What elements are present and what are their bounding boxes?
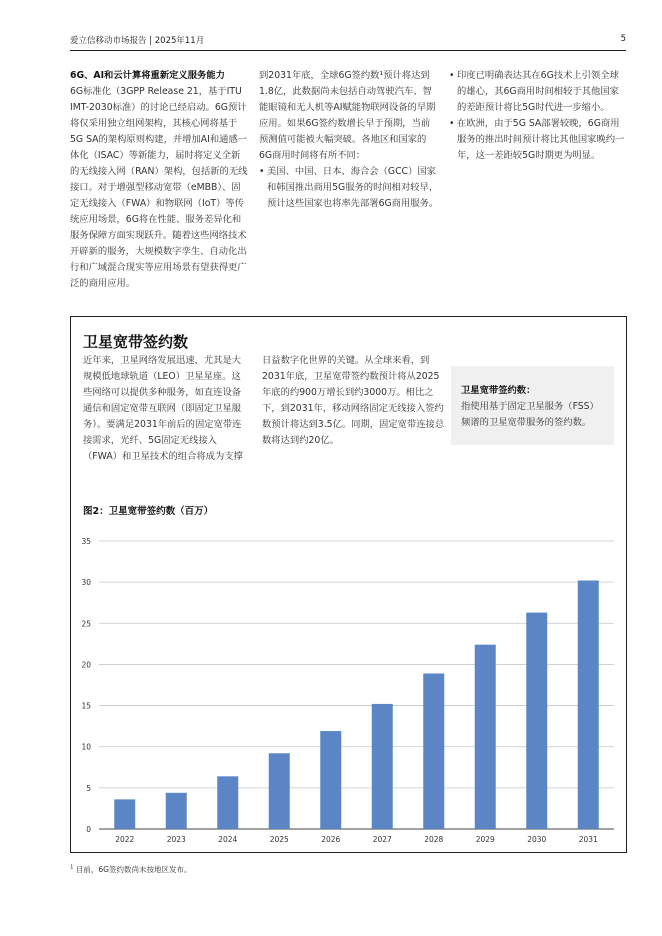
text-column-3	[449, 68, 627, 164]
x-tick-label: 2031	[578, 835, 598, 844]
definition-title: 卫星宽带签约数：	[461, 385, 536, 396]
footnote-marker: 1	[70, 864, 74, 871]
y-tick-label: 0	[86, 825, 91, 834]
header-divider	[70, 50, 626, 51]
x-tick-label: 2025	[269, 835, 289, 844]
y-tick-label: 35	[81, 537, 91, 546]
section-paragraph: 6G标准化（3GPP Release 21，基于ITU IMT-2030标准）的讨论已经启动。6G预计将仅采用独立组网架构，其核心网将基于5G SA的架构原则构建，并增加AI和通感一体化（ISAC）等新能力，届时将定义全新的无线接入网（RAN）架构，包括新的无线接口。对于增强型移动宽带（eMBB）、固定无线接入（FWA）和物联网（IoT）等传统应用场景，6G将在性能、服务差异化和服务保障方面实现跃升。随着这些网络技术开辟新的服务，大规模数字孪生、自动化出行和广域混合现实等应用场景有望获得更广泛的商用应用。	[70, 86, 248, 289]
bar-2023	[166, 793, 187, 829]
y-tick-label: 10	[81, 742, 91, 752]
bar-2031	[578, 580, 599, 829]
bullet-item: • 美国、中国、日本、海合会（GCC）国家和韩国推出商用5G服务的时间相对较早，预计这些国家也将率先部署6G商用服务。	[259, 164, 439, 212]
page-header	[70, 34, 626, 48]
bar-2024	[217, 776, 238, 829]
footnote-text: 目前，6G签约数尚未按地区发布。	[75, 865, 192, 874]
x-tick-label: 2026	[321, 835, 341, 844]
x-tick-label: 2022	[115, 835, 135, 844]
definition-box	[451, 366, 614, 445]
bar-2027	[372, 704, 393, 829]
bar-2030	[526, 613, 547, 829]
y-tick-label: 20	[81, 660, 91, 670]
y-tick-label: 30	[81, 578, 91, 588]
satellite-broadband-box	[70, 316, 627, 853]
bar-2029	[475, 645, 496, 829]
text-column-1	[70, 68, 248, 292]
box-paragraph-2: 日益数字化世界的关键。从全球来看，到2031年底，卫星宽带签约数预计将从2025年底的约900万增长到约3000万。相比之下，到2031年，移动网络固定无线接入签约数预计将达到3.5亿。同期，固定宽带连接总数将达到约20亿。	[262, 355, 445, 446]
text-column-2	[259, 68, 439, 212]
bar-2025	[269, 753, 290, 829]
bar-2028	[423, 673, 444, 829]
section-heading: 6G、AI和云计算将重新定义服务能力	[70, 70, 225, 81]
forecast-paragraph: 到2031年底，全球6G签约数¹预计将达到1.8亿，此数据尚未包括自动驾驶汽车、智能眼镜和无人机等AI赋能物联网设备的早期应用。如果6G签约数增长早于预期，当前预测值可能被大幅突破。各地区和国家的6G商用时间将有所不同：	[259, 70, 436, 161]
y-tick-label: 5	[86, 783, 91, 793]
figure-title: 图2：卫星宽带签约数（百万）	[83, 506, 214, 517]
x-tick-label: 2023	[166, 835, 186, 844]
bar-chart	[71, 527, 626, 847]
box-title: 卫星宽带签约数	[83, 333, 189, 351]
footnote	[70, 864, 191, 875]
definition-body: 指使用基于固定卫星服务（FSS）频谱的卫星宽带服务的签约数。	[461, 401, 599, 428]
x-tick-label: 2030	[527, 835, 547, 844]
bar-2026	[320, 731, 341, 829]
x-tick-label: 2029	[475, 835, 495, 844]
x-tick-label: 2027	[372, 835, 392, 844]
y-tick-label: 15	[81, 701, 91, 711]
box-paragraph-1: 近年来，卫星网络发展迅速，尤其是大规模低地球轨道（LEO）卫星星座。这些网络可以提供多种服务，如直连设备通信和固定宽带互联网（即固定卫星服务）。要满足2031年前后的固定宽带连接需求，光纤、5G固定无线接入（FWA）和卫星技术的组合将成为支撑	[83, 355, 243, 462]
x-tick-label: 2028	[424, 835, 444, 844]
bullet-item: • 在欧洲，由于5G SA部署较晚，6G商用服务的推出时间预计将比其他国家晚约一年，这一差距较5G时期更为明显。	[449, 116, 627, 164]
bullet-item: • 印度已明确表达其在6G技术上引领全球的雄心，其6G商用时间相较于其他国家的差距预计将比5G时代进一步缩小。	[449, 68, 627, 116]
y-tick-label: 25	[81, 619, 91, 629]
x-tick-label: 2024	[218, 835, 238, 844]
bar-2022	[114, 799, 135, 829]
page-number: 5	[620, 34, 626, 44]
report-title: 爱立信移动市场报告 | 2025年11月	[70, 36, 205, 46]
